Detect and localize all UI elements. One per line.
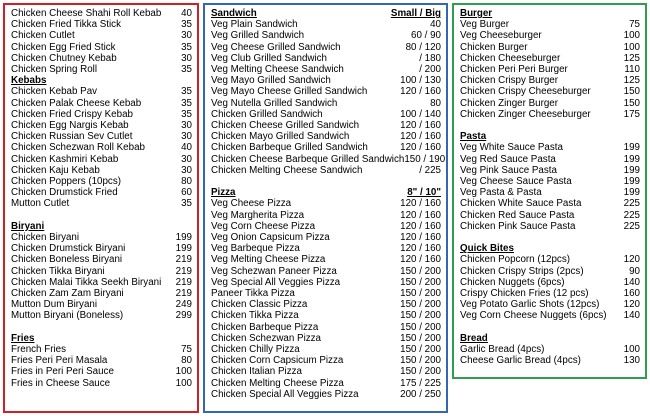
section-title-biryani: Biryani	[11, 220, 45, 232]
item-name: Chicken Drumstick Fried	[11, 187, 118, 199]
item-price: 150	[623, 86, 640, 98]
item-name: Chicken Barbeque Pizza	[211, 321, 319, 333]
item-price: 120 / 160	[400, 254, 441, 266]
item-name: Veg Pasta & Pasta	[460, 187, 542, 199]
item-name: Chicken Chilly Pizza	[211, 344, 300, 356]
menu-item	[460, 355, 640, 366]
menu-item	[211, 322, 441, 333]
item-name: Paneer Tikka Pizza	[211, 288, 295, 300]
item-name: Chicken Cutlet	[11, 30, 75, 42]
menu-item	[211, 42, 441, 53]
item-name: Chicken Drumstick Biryani	[11, 243, 126, 255]
item-price: 80	[430, 97, 441, 109]
item-price: 140	[623, 310, 640, 322]
item-price: 150 / 200	[400, 366, 441, 378]
item-price: 120 / 160	[400, 198, 441, 210]
menu-item	[11, 8, 192, 19]
item-price: 80 / 120	[405, 41, 441, 53]
menu-item	[11, 98, 192, 109]
menu-item	[211, 210, 441, 221]
item-price: 120 / 160	[400, 209, 441, 221]
menu-item	[460, 344, 640, 355]
item-price: 35	[181, 108, 192, 120]
menu-item	[211, 344, 441, 355]
menu-item	[460, 42, 640, 53]
menu-item	[211, 86, 441, 97]
menu-item	[460, 266, 640, 277]
menu-item	[460, 53, 640, 64]
item-price: 30	[181, 52, 192, 64]
item-name: Chicken Italian Pizza	[211, 366, 302, 378]
menu-item	[211, 288, 441, 299]
item-price: 299	[175, 310, 192, 322]
item-name: Chicken Cheese Barbeque Grilled Sandwich	[211, 153, 405, 165]
menu-item	[211, 243, 441, 254]
item-price: 100	[175, 377, 192, 389]
item-name: Veg Nutella Grilled Sandwich	[211, 97, 338, 109]
item-name: Chicken White Sauce Pasta	[460, 198, 582, 210]
item-name: Chicken Popcorn (12pcs)	[460, 254, 570, 266]
menu-item	[211, 153, 446, 165]
section-title-pizza: Pizza 8" / 10"	[211, 187, 441, 199]
item-price: 80	[181, 355, 192, 367]
item-price: 40	[181, 142, 192, 154]
item-price: 150 / 190	[404, 153, 446, 165]
item-price: 120 / 160	[400, 142, 441, 154]
menu-item	[211, 266, 441, 277]
section-title-quick-bites: Quick Bites	[460, 243, 514, 255]
item-name: Chicken Cheese Grilled Sandwich	[211, 120, 360, 132]
item-price: 150 / 200	[400, 321, 441, 333]
item-price: 130	[623, 355, 640, 367]
item-price: 120 / 160	[400, 232, 441, 244]
item-name: Chicken Biryani	[11, 232, 80, 244]
menu-item	[460, 165, 640, 176]
item-name: Veg Melting Cheese Sandwich	[211, 64, 344, 76]
item-price: 35	[181, 97, 192, 109]
item-name: Chicken Special All Veggies Pizza	[211, 388, 359, 400]
item-price: 35	[181, 64, 192, 76]
item-name: Mutton Dum Biryani	[11, 299, 98, 311]
menu-item	[11, 254, 192, 265]
sandwich-size-header: Small / Big	[390, 8, 441, 19]
item-name: Veg Cheeseburger	[460, 30, 542, 42]
menu-item	[11, 142, 192, 153]
item-name: Chicken Cheeseburger	[460, 52, 561, 64]
menu-item	[11, 86, 192, 97]
item-name: Chicken Mayo Grilled Sandwich	[211, 131, 350, 143]
item-name: Chicken Zinger Cheeseburger	[460, 108, 591, 120]
menu-item	[460, 142, 640, 153]
menu-item	[460, 288, 640, 299]
item-name: Chicken Fried Tikka Stick	[11, 19, 121, 31]
item-name: Chicken Crispy Strips (2pcs)	[460, 265, 584, 277]
item-name: Chicken Red Sauce Pasta	[460, 209, 575, 221]
item-name: Chicken Schezwan Roll Kebab	[11, 142, 145, 154]
menu-column-left	[3, 3, 199, 413]
item-price: 40	[430, 19, 441, 31]
menu-item	[211, 355, 441, 366]
item-name: Chicken Corn Capsicum Pizza	[211, 355, 344, 367]
item-price: / 180	[419, 52, 441, 64]
menu-item	[460, 30, 640, 41]
section-title-burger: Burger	[460, 8, 493, 19]
menu-item	[11, 30, 192, 41]
item-name: Veg Schezwan Paneer Pizza	[211, 265, 337, 277]
item-price: 249	[175, 299, 192, 311]
item-price: 90	[629, 265, 640, 277]
item-price: 200 / 250	[400, 388, 441, 400]
item-name: Veg Cheese Grilled Sandwich	[211, 41, 341, 53]
section-title-fries: Fries	[11, 332, 35, 344]
menu-item	[460, 86, 640, 97]
item-name: Chicken Crispy Burger	[460, 75, 559, 87]
item-name: Chicken Crispy Cheeseburger	[460, 86, 591, 98]
item-name: Chicken Russian Sev Cutlet	[11, 131, 133, 143]
menu-item	[211, 310, 441, 321]
item-price: 199	[175, 232, 192, 244]
item-name: Veg Mayo Cheese Grilled Sandwich	[211, 86, 368, 98]
item-price: 219	[175, 254, 192, 266]
menu-item	[11, 64, 192, 75]
menu-item	[460, 75, 640, 86]
item-name: Crispy Chicken Fries (12 pcs)	[460, 288, 589, 300]
item-name: Veg Cheese Pizza	[211, 198, 292, 210]
bread-section	[460, 333, 640, 367]
item-name: Chicken Zinger Burger	[460, 97, 559, 109]
item-name: Chicken Pink Sauce Pasta	[460, 220, 576, 232]
item-price: 199	[175, 243, 192, 255]
menu-item	[460, 277, 640, 288]
menu-item	[11, 131, 192, 142]
menu-item	[11, 366, 192, 377]
item-price: 100 / 140	[400, 108, 441, 120]
item-price: / 225	[419, 164, 441, 176]
item-price: 150 / 200	[400, 265, 441, 277]
menu-item	[460, 187, 640, 198]
item-name: Mutton Cutlet	[11, 198, 70, 210]
item-price: 60	[181, 187, 192, 199]
menu-item	[211, 366, 441, 377]
item-name: Chicken Egg Fried Stick	[11, 41, 116, 53]
menu-item	[211, 131, 441, 142]
item-name: Chicken Grilled Sandwich	[211, 108, 323, 120]
item-price: 75	[629, 19, 640, 31]
item-name: Veg Grilled Sandwich	[211, 30, 305, 42]
menu-item	[460, 64, 640, 75]
item-price: 225	[623, 209, 640, 221]
item-price: 150 / 200	[400, 355, 441, 367]
menu-item	[460, 176, 640, 187]
item-name: Chicken Boneless Biryani	[11, 254, 123, 266]
item-price: 175 / 225	[400, 377, 441, 389]
pizza-size-header: 8" / 10"	[407, 187, 441, 199]
item-price: 60 / 90	[411, 30, 441, 42]
menu-item	[11, 42, 192, 53]
item-price: 120	[623, 254, 640, 266]
item-name: Veg Special All Veggies Pizza	[211, 276, 341, 288]
item-name: Veg Mayo Grilled Sandwich	[211, 75, 331, 87]
menu-item	[211, 198, 441, 209]
item-price: 100 / 130	[400, 75, 441, 87]
item-price: 199	[623, 164, 640, 176]
item-price: 30	[181, 153, 192, 165]
item-name: Veg Cheese Sauce Pasta	[460, 176, 572, 188]
item-name: Garlic Bread (4pcs)	[460, 344, 545, 356]
item-name: Chicken Melting Cheese Sandwich	[211, 164, 363, 176]
menu-item	[460, 198, 640, 209]
menu-item	[11, 232, 192, 243]
item-name: Chicken Peri Peri Burger	[460, 64, 568, 76]
item-price: 100	[175, 366, 192, 378]
item-name: Veg Melting Cheese Pizza	[211, 254, 326, 266]
item-name: French Fries	[11, 344, 66, 356]
item-name: Veg Burger	[460, 19, 510, 31]
menu-item	[11, 187, 192, 198]
item-price: 80	[181, 176, 192, 188]
item-name: Chicken Malai Tikka Seekh Biryani	[11, 276, 162, 288]
menu-item	[460, 154, 640, 165]
item-name: Chicken Barbeque Grilled Sandwich	[211, 142, 368, 154]
item-name: Veg Margherita Pizza	[211, 209, 305, 221]
item-price: 35	[181, 198, 192, 210]
item-price: 75	[181, 344, 192, 356]
item-price: 140	[623, 276, 640, 288]
item-name: Veg Plain Sandwich	[211, 19, 298, 31]
sandwich-section	[211, 8, 446, 176]
item-name: Veg Onion Capsicum Pizza	[211, 232, 330, 244]
item-price: 199	[623, 187, 640, 199]
item-name: Chicken Nuggets (6pcs)	[460, 276, 565, 288]
item-price: 219	[175, 276, 192, 288]
item-price: 125	[623, 52, 640, 64]
item-price: 219	[175, 265, 192, 277]
item-name: Chicken Kaju Kebab	[11, 164, 100, 176]
item-price: 35	[181, 86, 192, 98]
menu-item	[11, 109, 192, 120]
item-price: 120 / 160	[400, 86, 441, 98]
item-name: Chicken Kebab Pav	[11, 86, 98, 98]
section-title-sandwich: Sandwich Small / Big	[211, 8, 441, 19]
menu-item	[460, 109, 640, 120]
menu-item	[211, 333, 441, 344]
menu-item	[11, 378, 192, 389]
item-price: 199	[623, 153, 640, 165]
menu-item	[211, 64, 441, 75]
menu-item	[11, 243, 192, 254]
menu-item	[460, 210, 640, 221]
menu-item	[11, 288, 192, 299]
menu-item	[211, 109, 441, 120]
item-price: 160	[623, 288, 640, 300]
menu-item	[211, 30, 441, 41]
menu-item	[11, 165, 192, 176]
biryani-section	[11, 221, 192, 322]
kebabs-section	[11, 75, 192, 209]
menu-item	[460, 19, 640, 30]
pasta-section	[460, 131, 640, 232]
menu-item	[11, 344, 192, 355]
menu-item	[211, 19, 441, 30]
item-price: 30	[181, 131, 192, 143]
item-name: Chicken Spring Roll	[11, 64, 98, 76]
item-price: 35	[181, 41, 192, 53]
menu-column-middle	[203, 3, 448, 413]
menu-item	[211, 98, 441, 109]
pizza-section	[211, 187, 441, 400]
menu-item	[11, 277, 192, 288]
item-price: / 200	[419, 64, 441, 76]
menu-item	[460, 221, 640, 232]
item-name: Chicken Egg Nargis Kebab	[11, 120, 129, 132]
menu-item	[11, 176, 192, 187]
menu-item	[211, 232, 441, 243]
menu-item	[460, 310, 640, 321]
item-name: Fries Peri Peri Masala	[11, 355, 108, 367]
item-price: 35	[181, 19, 192, 31]
section-title-kebabs: Kebabs	[11, 75, 47, 87]
item-price: 30	[181, 30, 192, 42]
item-price: 100	[623, 30, 640, 42]
item-name: Chicken Chutney Kebab	[11, 52, 117, 64]
menu-item	[211, 120, 441, 131]
burger-section	[460, 8, 640, 120]
menu-item	[11, 310, 192, 321]
item-name: Veg Corn Cheese Pizza	[211, 220, 316, 232]
item-price: 150 / 200	[400, 288, 441, 300]
item-price: 150	[623, 97, 640, 109]
menu-item	[11, 154, 192, 165]
item-name: Veg Barbeque Pizza	[211, 243, 300, 255]
menu-item	[211, 389, 441, 400]
item-name: Chicken Schezwan Pizza	[211, 332, 321, 344]
item-name: Chicken Classic Pizza	[211, 299, 308, 311]
item-name: Chicken Cheese Shahi Roll Kebab	[11, 8, 162, 19]
item-name: Chicken Poppers (10pcs)	[11, 176, 121, 188]
menu-item	[211, 75, 441, 86]
item-name: Chicken Tikka Pizza	[211, 310, 299, 322]
item-price: 100	[623, 344, 640, 356]
item-name: Veg Red Sauce Pasta	[460, 153, 556, 165]
item-name: Chicken Zam Zam Biryani	[11, 288, 124, 300]
item-price: 120	[623, 299, 640, 311]
menu-item	[211, 165, 441, 176]
item-price: 30	[181, 164, 192, 176]
item-name: Chicken Melting Cheese Pizza	[211, 377, 344, 389]
top-items-section	[11, 8, 192, 75]
item-price: 120 / 160	[400, 220, 441, 232]
item-name: Chicken Kashmiri Kebab	[11, 153, 119, 165]
item-name: Veg White Sauce Pasta	[460, 142, 563, 154]
menu-item	[211, 277, 441, 288]
menu-item	[11, 299, 192, 310]
item-name: Chicken Burger	[460, 41, 528, 53]
item-price: 150 / 200	[400, 299, 441, 311]
item-name: Fries in Peri Peri Sauce	[11, 366, 114, 378]
item-price: 110	[624, 64, 640, 76]
item-name: Chicken Tikka Biryani	[11, 265, 105, 277]
menu-item	[11, 19, 192, 30]
item-name: Fries in Cheese Sauce	[11, 377, 111, 389]
menu-item	[460, 98, 640, 109]
item-price: 225	[623, 198, 640, 210]
menu-item	[211, 53, 441, 64]
item-price: 219	[175, 288, 192, 300]
item-price: 100	[623, 41, 640, 53]
menu-item	[211, 142, 441, 153]
item-price: 225	[623, 220, 640, 232]
item-price: 30	[181, 120, 192, 132]
menu-item	[211, 378, 441, 389]
item-name: Veg Club Grilled Sandwich	[211, 52, 327, 64]
menu-item	[211, 299, 441, 310]
item-price: 150 / 200	[400, 310, 441, 322]
item-name: Chicken Palak Cheese Kebab	[11, 97, 142, 109]
menu-item	[211, 221, 441, 232]
menu-item	[11, 266, 192, 277]
item-price: 150 / 200	[400, 332, 441, 344]
quick-bites-section	[460, 243, 640, 321]
fries-section	[11, 333, 192, 389]
item-price: 150 / 200	[400, 276, 441, 288]
item-price: 120 / 160	[400, 120, 441, 132]
item-name: Cheese Garlic Bread (4pcs)	[460, 355, 581, 367]
item-price: 125	[623, 75, 640, 87]
section-title-pasta: Pasta	[460, 131, 487, 143]
item-price: 150 / 200	[400, 344, 441, 356]
item-name: Veg Pink Sauce Pasta	[460, 164, 557, 176]
item-price: 199	[623, 176, 640, 188]
menu-item	[460, 299, 640, 310]
menu-item	[460, 254, 640, 265]
item-price: 120 / 160	[400, 131, 441, 143]
menu-item	[11, 53, 192, 64]
menu-item	[11, 355, 192, 366]
menu-item	[11, 198, 192, 209]
item-name: Chicken Fried Crispy Kebab	[11, 108, 133, 120]
menu-item	[11, 120, 192, 131]
menu-column-right	[452, 3, 647, 379]
item-name: Veg Corn Cheese Nuggets (6pcs)	[460, 310, 607, 322]
item-price: 199	[623, 142, 640, 154]
item-name: Mutton Biryani (Boneless)	[11, 310, 124, 322]
item-name: Veg Potato Garlic Shots (12pcs)	[460, 299, 600, 311]
section-title-bread: Bread	[460, 332, 488, 344]
item-price: 175	[623, 108, 640, 120]
menu-item	[211, 254, 441, 265]
item-price: 120 / 160	[400, 243, 441, 255]
item-price: 40	[181, 8, 192, 19]
